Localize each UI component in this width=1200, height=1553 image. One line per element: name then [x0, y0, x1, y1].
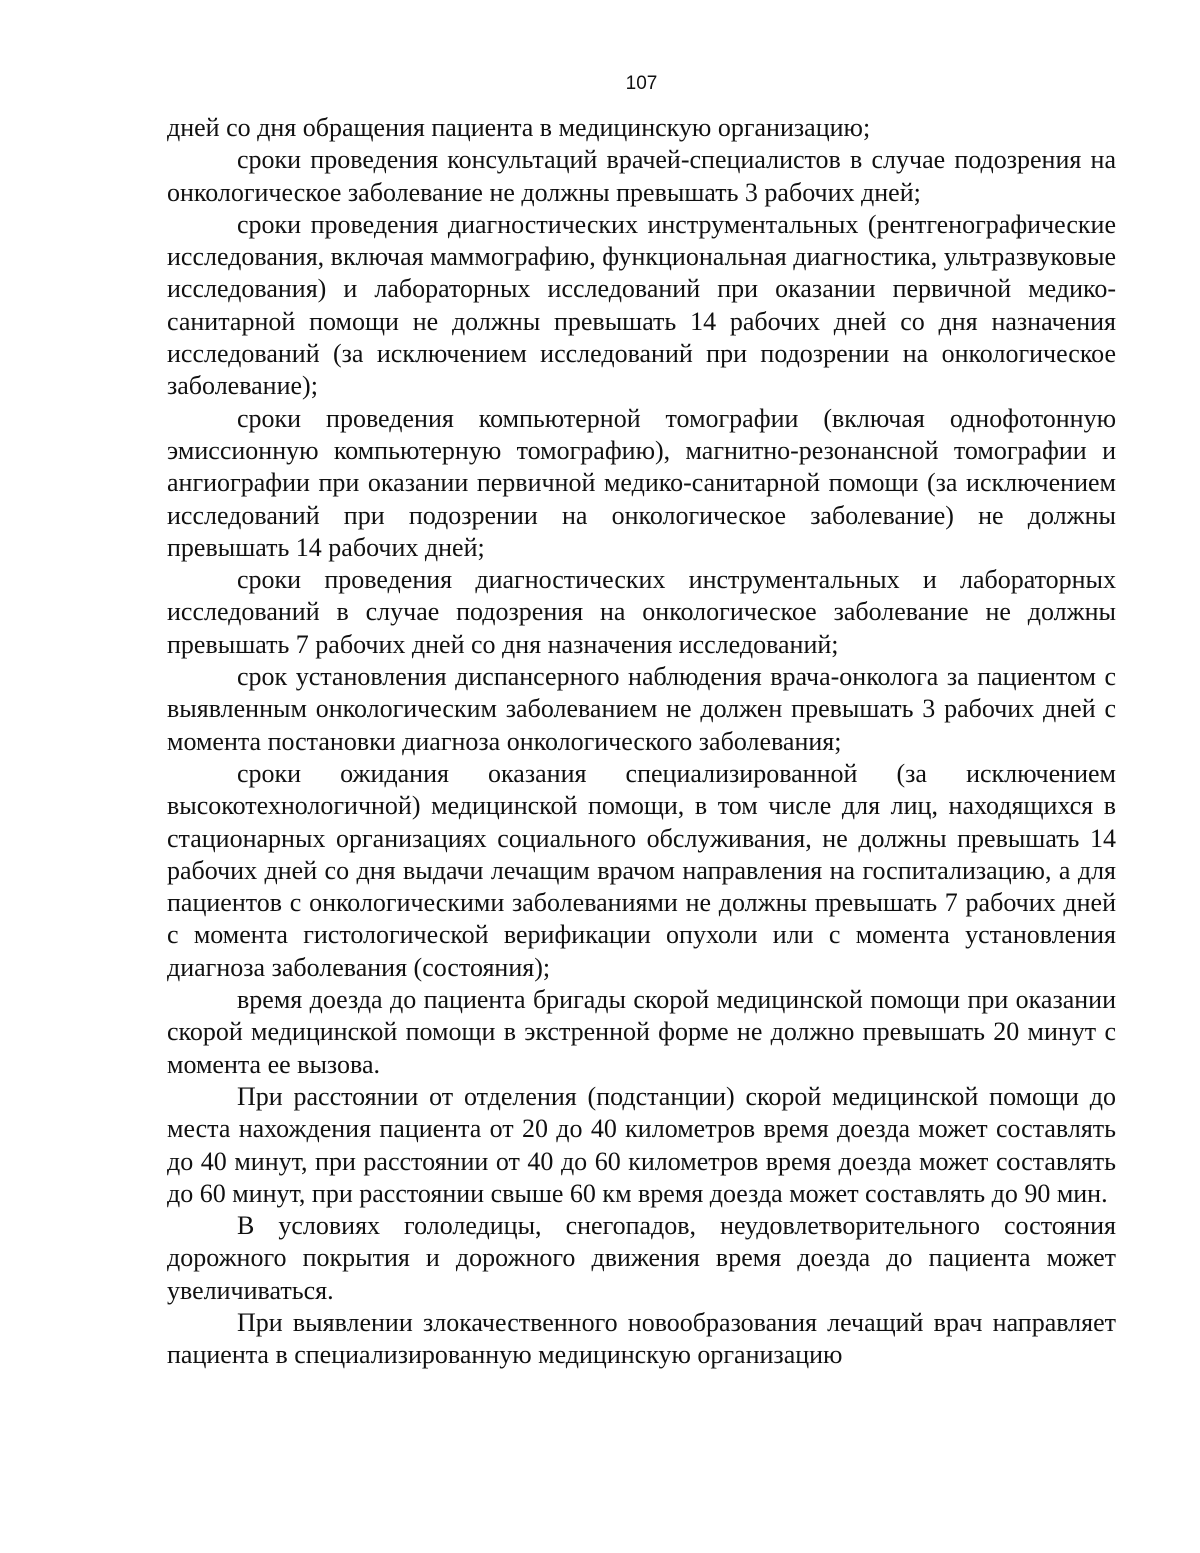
paragraph-specialized-care-waiting-terms: сроки ожидания оказания специализированной (за исключением высокотехнологичной) медицинской помощи, в том числе для лиц, находящихся в стационарных организациях социального обслуживания, не должны превышать 14 рабочих дней со дня выдачи лечащим врачом направления на госпитализацию, а для пациентов с онкологическими заболеваниями не должны превышать 7 рабочих дней с момента гистологической верификации опухоли или с момента установления диагноза заболевания (состояния);	[167, 758, 1116, 982]
document-body	[167, 112, 1116, 1372]
paragraph-malignant-neoplasm-referral: При выявлении злокачественного новообразования лечащий врач направляет пациента в специализированную медицинскую организацию	[167, 1307, 1116, 1370]
paragraph-weather-conditions: В условиях гололедицы, снегопадов, неудовлетворительного состояния дорожного покрытия и дорожного движения время доезда до пациента может увеличиваться.	[167, 1211, 1116, 1305]
paragraph-dispensary-observation-terms: срок установления диспансерного наблюдения врача-онколога за пациентом с выявленным онкологическим заболеванием не должен превышать 3 рабочих дней с момента постановки диагноза онкологического заболевания;	[167, 662, 1116, 756]
paragraph-continuation: дней со дня обращения пациента в медицинскую организацию;	[167, 113, 871, 142]
paragraph-diagnostic-instrumental-terms: сроки проведения диагностических инструментальных (рентгенографические исследования, включая маммографию, функциональная диагностика, ультразвуковые исследования) и лабораторных исследований при оказании первичной медико-санитарной помощи не должны превышать 14 рабочих дней со дня назначения исследований (за исключением исследований при подозрении на онкологическое заболевание);	[167, 209, 1116, 401]
page-number: 107	[625, 73, 658, 94]
paragraph-ambulance-distance-times: При расстоянии от отделения (подстанции) скорой медицинской помощи до места нахождения пациента от 20 до 40 километров время доезда может составлять до 40 минут, при расстоянии от 40 до 60 километров время доезда может составлять до 60 минут, при расстоянии свыше 60 км время доезда может составлять до 90 мин.	[167, 1081, 1116, 1208]
paragraph-ambulance-arrival-time: время доезда до пациента бригады скорой медицинской помощи при оказании скорой медицинской помощи в экстренной форме не должно превышать 20 минут с момента ее вызова.	[167, 985, 1116, 1079]
paragraph-specialist-consultation-terms: сроки проведения консультаций врачей-специалистов в случае подозрения на онкологическое заболевание не должны превышать 3 рабочих дней;	[167, 145, 1116, 207]
paragraph-oncology-suspicion-terms: сроки проведения диагностических инструментальных и лабораторных исследований в случае подозрения на онкологическое заболевание не должны превышать 7 рабочих дней со дня назначения исследований;	[167, 565, 1116, 659]
paragraph-tomography-terms: сроки проведения компьютерной томографии (включая однофотонную эмиссионную компьютерную томографию), магнитно-резонансной томографии и ангиографии при оказании первичной медико-санитарной помощи (за исключением исследований при подозрении на онкологическое заболевание) не должны превышать 14 рабочих дней;	[167, 403, 1116, 562]
